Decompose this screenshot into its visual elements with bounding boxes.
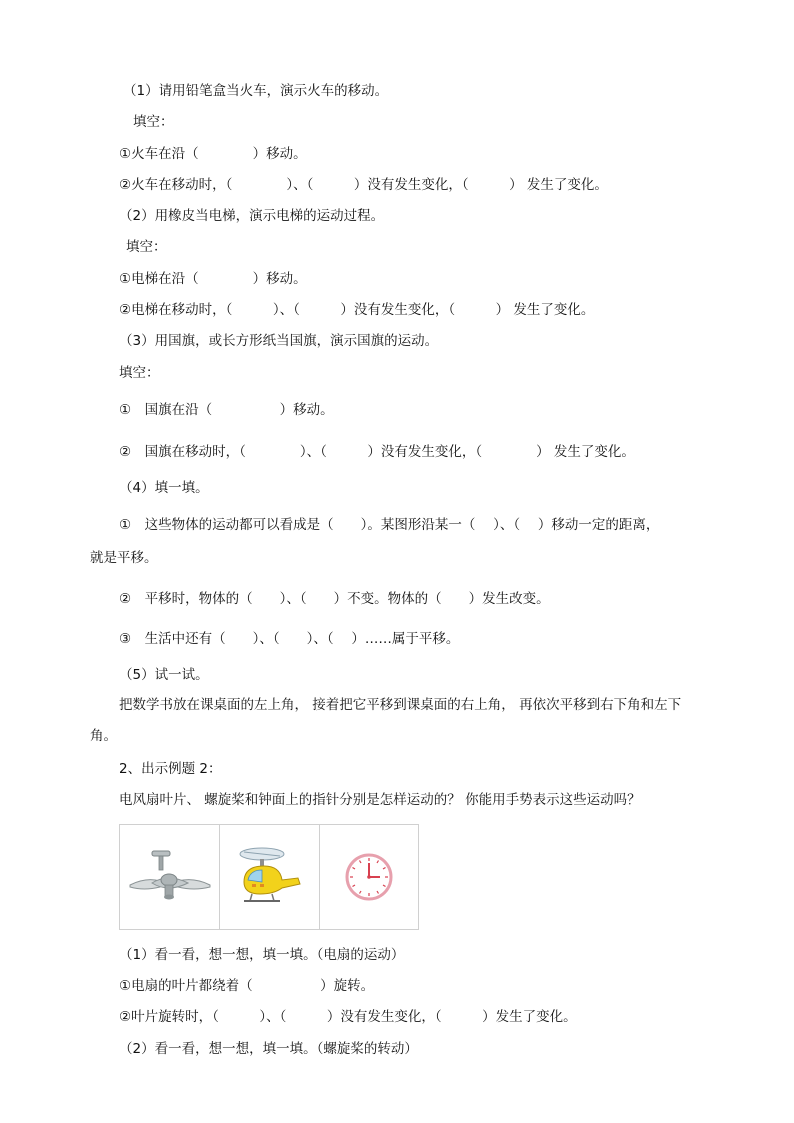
sub-question-heading: （1）看一看，想一想，填一填。（电扇的运动） bbox=[119, 947, 405, 963]
ceiling-fan-icon bbox=[122, 847, 218, 907]
paragraph-line: 电风扇叶片、 螺旋桨和钟面上的指针分别是怎样运动的？ 你能用手势表示这些运动吗？ bbox=[119, 792, 641, 808]
question-line: ①电扇的叶片都绕着（ ）旋转。 bbox=[119, 978, 375, 994]
question-line: ②电梯在移动时，（ ）、（ ）没有发生变化，（ ） 发生了变化。 bbox=[119, 302, 595, 318]
question-line: ②叶片旋转时，（ ）、（ ）没有发生变化，（ ）发生了变化。 bbox=[119, 1009, 577, 1025]
helicopter-icon bbox=[234, 846, 304, 908]
question-line: ② 平移时，物体的（ ）、（ ）不变。物体的（ ）发生改变。 bbox=[119, 591, 550, 607]
question-line: ① 国旗在沿（ ）移动。 bbox=[119, 402, 334, 418]
section-2-heading: （2）用橡皮当电梯，演示电梯的运动过程。 bbox=[119, 208, 385, 224]
question-line: ②火车在移动时，（ ）、（ ）没有发生变化，（ ） 发生了变化。 bbox=[119, 177, 608, 193]
section-5-heading: （5）试一试。 bbox=[119, 667, 209, 683]
fill-blank-label: 填空： bbox=[119, 365, 160, 381]
clock-image bbox=[319, 825, 418, 929]
ceiling-fan-image bbox=[120, 825, 219, 929]
fill-blank-label: 填空： bbox=[126, 239, 167, 255]
sub-question-heading: （2）看一看，想一想，填一填。（螺旋桨的转动） bbox=[119, 1041, 418, 1057]
section-1-heading: （1）请用铅笔盒当火车，演示火车的移动。 bbox=[123, 83, 389, 99]
question-line: ③ 生活中还有（ ）、（ ）、（ ）……属于平移。 bbox=[119, 631, 460, 647]
question-line: ① 这些物体的运动都可以看成是（ ）。某图形沿某一（ ）、（ ）移动一定的距离， bbox=[119, 517, 660, 533]
example-image-row bbox=[119, 824, 419, 930]
question-line: ② 国旗在移动时，（ ）、（ ）没有发生变化，（ ） 发生了变化。 bbox=[119, 444, 635, 460]
question-line-continuation: 就是平移。 bbox=[90, 550, 158, 566]
helicopter-image bbox=[219, 825, 318, 929]
section-4-heading: （4）填一填。 bbox=[119, 480, 209, 496]
question-line: ①电梯在沿（ ）移动。 bbox=[119, 271, 307, 287]
section-3-heading: （3）用国旗，或长方形纸当国旗，演示国旗的运动。 bbox=[119, 333, 439, 349]
clock-icon bbox=[344, 852, 394, 902]
paragraph-line: 把数学书放在课桌面的左上角， 接着把它平移到课桌面的右上角， 再依次平移到右下角和左下 bbox=[119, 697, 682, 713]
question-line: ①火车在沿（ ）移动。 bbox=[119, 146, 307, 162]
fill-blank-label: 填空： bbox=[133, 114, 174, 130]
example-heading: 2、出示例题 2： bbox=[119, 761, 222, 777]
paragraph-line-continuation: 角。 bbox=[90, 728, 117, 744]
